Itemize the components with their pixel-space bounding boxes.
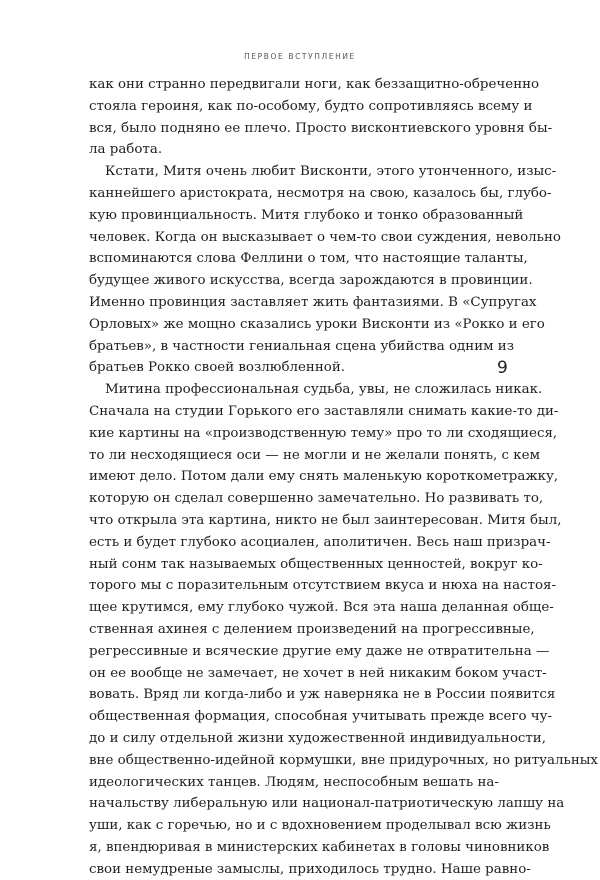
body-text (89, 74, 598, 880)
text-line: щее крутимся, ему глубоко чужой. Вся эта наша деланная обще- (89, 600, 554, 616)
text-line: кие картины на «производственную тему» про то ли сходящиеся, (89, 425, 558, 441)
running-head: ПЕРВОЕ ВСТУПЛЕНИЕ (244, 52, 356, 61)
text-line: ственная ахинея с делением произведений на прогрессивные, (89, 621, 535, 637)
text-line: вся, было подняно ее плечо. Просто висконтиевского уровня бы- (89, 120, 553, 136)
text-line: Сначала на студии Горького его заставляли снимать какие-то ди- (89, 403, 559, 419)
text-line: Митина профессиональная судьба, увы, не сложилась никак. (105, 382, 543, 398)
text-line: свои немудреные замыслы, приходилось трудно. Наше равно- (89, 861, 531, 877)
text-line: братьев Рокко своей возлюбленной. (89, 360, 346, 376)
text-line: вовать. Вряд ли когда-либо и уж наверняка не в России появится (89, 687, 556, 703)
text-line: ный сонм так называемых общественных ценностей, вокруг ко- (89, 556, 543, 572)
text-line: человек. Когда он высказывает о чем-то свои суждения, невольно (89, 229, 561, 245)
text-line: кую провинциальность. Митя глубоко и тонко образованный (89, 207, 524, 223)
text-line: имеют дело. Потом дали ему снять маленькую короткометражку, (89, 469, 559, 485)
text-line: уши, как с горечью, но и с вдохновением проделывал всю жизнь (89, 818, 551, 834)
text-line: я, впендюривая в министерских кабинетах в головы чиновников (89, 839, 550, 855)
text-line: Именно провинция заставляет жить фантазиями. В «Супругах (89, 294, 537, 310)
text-line: регрессивные и всяческие другие ему даже не отвратительна — (89, 643, 550, 659)
text-line: Орловых» же мощно сказались уроки Висконти из «Рокко и его (89, 316, 545, 332)
text-line: стояла героиня, как по-особому, будто сопротивляясь всему и (89, 98, 533, 114)
text-line: ла работа. (89, 142, 163, 158)
text-line: начальству либеральную или национал-патриотическую лапшу на (89, 796, 565, 812)
text-line: общественная формация, способная учитывать прежде всего чу- (89, 709, 553, 725)
text-line: будущее живого искусства, всегда зарождаются в провинции. (89, 273, 533, 289)
text-line: что открыла эта картина, никто не был заинтересован. Митя был, (89, 512, 562, 528)
text-line: идеологических танцев. Людям, неспособным вешать на- (89, 774, 499, 790)
page-number: 9 (497, 358, 508, 378)
text-line: торого мы с поразительным отсутствием вкуса и нюха на настоя- (89, 578, 556, 594)
text-line: он ее вообще не замечает, не хочет в ней никаким боком участ- (89, 665, 547, 681)
text-line: вспоминаются слова Феллини о том, что настоящие таланты, (89, 251, 528, 267)
text-line: как они странно передвигали ноги, как беззащитно-обреченно (89, 77, 540, 92)
text-line: есть и будет глубоко асоциален, аполитичен. Весь наш призрач- (89, 534, 551, 550)
text-line: вне общественно-идейной кормушки, вне придурочных, но ритуальных (89, 752, 598, 768)
text-line: Кстати, Митя очень любит Висконти, этого утонченного, изыс- (105, 164, 557, 180)
text-line: то ли несходящиеся оси — не могли и не желали понять, с кем (89, 447, 540, 463)
text-line: каннейшего аристократа, несмотря на свою, казалось бы, глубо- (89, 185, 552, 201)
text-line: которую он сделал совершенно замечательно. Но развивать то, (89, 491, 544, 507)
text-line: братьев», в частности гениальная сцена убийства одним из (89, 338, 515, 354)
text-line: до и силу отдельной жизни художественной индивидуальности, (89, 730, 546, 746)
